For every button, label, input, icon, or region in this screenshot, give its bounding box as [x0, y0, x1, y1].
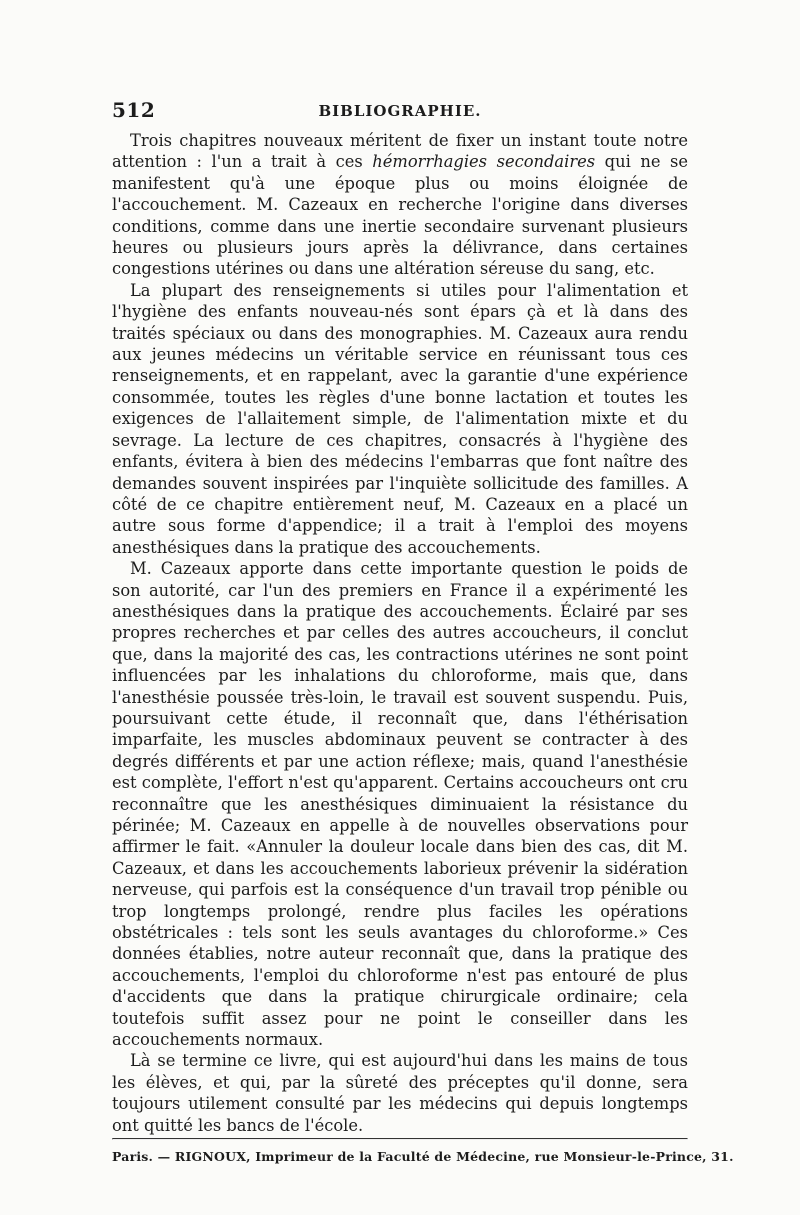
printer-imprint: Paris. — RIGNOUX, Imprimeur de la Faculté de Médecine, rue Monsieur-le-Prince, 31.	[112, 1149, 734, 1164]
book-page	[112, 98, 688, 1136]
body-text	[112, 130, 688, 1136]
page-footer	[112, 1138, 734, 1164]
paragraph-hemorrhagies: Trois chapitres nouveaux méritent de fixer un instant toute notre attention : l'un a trait à ces hémorrhagies secondaires qui ne se manifestent qu'à une époque plus ou moins éloignée de l'accouchement. M. Cazeaux en recherche l'origine dans diverses conditions, comme dans une inertie secondaire survenant plusieurs heures ou plusieurs jours après la délivrance, dans certaines congestions utérines ou dans une altération séreuse du sang, etc.	[112, 131, 689, 279]
footer-divider	[112, 1138, 688, 1140]
running-head: BIBLIOGRAPHIE.	[318, 102, 482, 120]
page-header	[112, 98, 688, 128]
emphasized-term: hémorrhagies secondaires	[372, 152, 596, 172]
page-number: 512	[112, 98, 156, 122]
paragraph-conclusion: Là se termine ce livre, qui est aujourd'hui dans les mains de tous les élèves, et qui, par la sûreté des préceptes qu'il donne, sera toujours utilement consulté par les médecins qui depuis longtemps ont quitté les bancs de l'école.	[112, 1051, 688, 1135]
paragraph-anesthesie: M. Cazeaux apporte dans cette importante question le poids de son autorité, car l'un des premiers en France il a expérimenté les anesthésiques dans la pratique des accouchements. Éclairé par ses propres recherches et par celles des autres accoucheurs, il conclut que, dans la majorité des cas, les contractions utérines ne sont point influencées par les inhalations du chloroforme, mais que, dans l'anesthésie poussée très-loin, le travail est souvent suspendu. Puis, poursuivant cette étude, il reconnaît que, dans l'éthérisation imparfaite, les muscles abdominaux peuvent se contracter à des degrés différents et par une action réflexe; mais, quand l'anesthésie est complète, l'effort n'est qu'apparent. Certains accoucheurs ont cru reconnaître que les anesthésiques diminuaient la résistance du périnée; M. Cazeaux en appelle à de nouvelles observations pour affirmer le fait. «Annuler la douleur locale dans bien des cas, dit M. Cazeaux, et dans les accouchements laborieux prévenir la sidération nerveuse, qui parfois est la conséquence d'un travail trop pénible ou trop longtemps prolongé, rendre plus faciles les opérations obstétricales : tels sont les seuls avantages du chloroforme.» Ces données établies, notre auteur reconnaît que, dans la pratique des accouchements, l'emploi du chloroforme n'est pas entouré de plus d'accidents que dans la pratique chirurgicale ordinaire; cela toutefois suffit assez pour ne point le conseiller dans les accouchements normaux.	[112, 559, 688, 1050]
paragraph-hygiene-enfants: La plupart des renseignements si utiles pour l'alimentation et l'hygiène des enfants nouveau-nés sont épars çà et là dans des traités spéciaux ou dans des monographies. M. Cazeaux aura rendu aux jeunes médecins un véritable service en réunissant tous ces renseignements, et en rappelant, avec la garantie d'une expérience consommée, toutes les règles d'une bonne lactation et toutes les exigences de l'allaitement simple, de l'alimentation mixte et du sevrage. La lecture de ces chapitres, consacrés à l'hygiène des enfants, évitera à bien des médecins l'embarras que font naître des demandes souvent inspirées par l'inquiète sollicitude des familles. A côté de ce chapitre entièrement neuf, M. Cazeaux en a placé un autre sous forme d'appendice; il a trait à l'emploi des moyens anesthésiques dans la pratique des accouchements.	[112, 280, 688, 557]
